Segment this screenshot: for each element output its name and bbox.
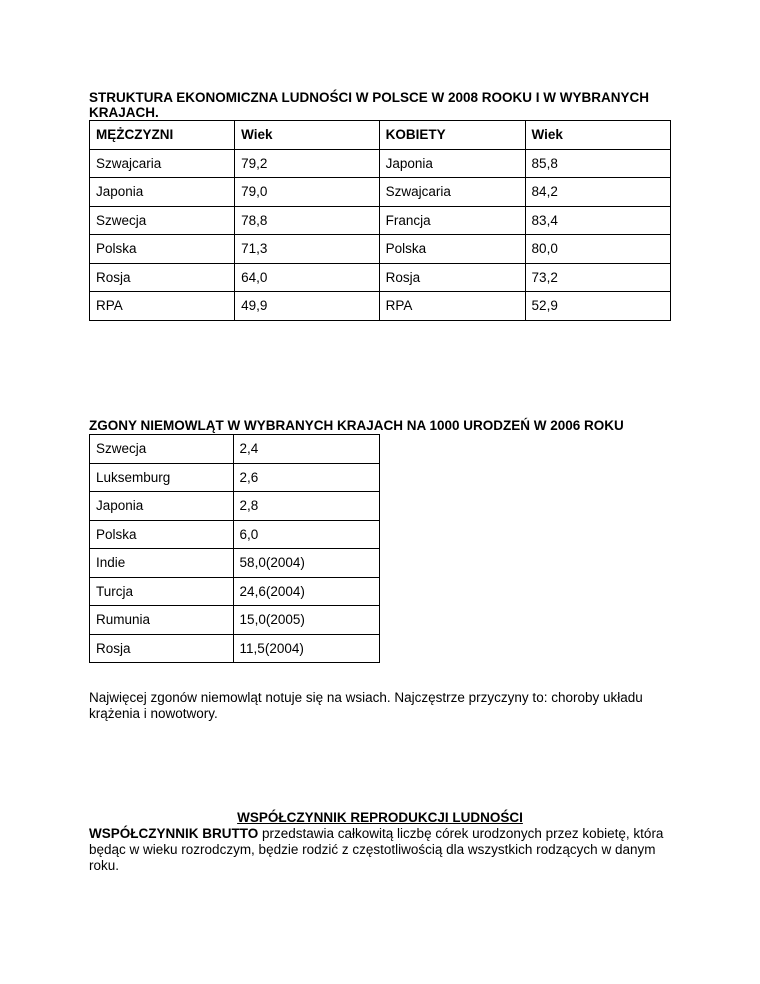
table-cell: 49,9 [235,292,379,321]
table-cell: 2,8 [233,492,379,521]
header-cell: KOBIETY [379,121,525,150]
table-row [90,463,380,492]
table-cell: Szwecja [90,206,235,235]
table-cell: Polska [90,235,235,264]
life-expectancy-table [89,120,671,321]
table-cell: 83,4 [525,206,670,235]
table-cell: 52,9 [525,292,670,321]
table-row [90,435,380,464]
infant-mortality-table [89,434,380,663]
header-cell: Wiek [525,121,670,150]
table-cell: Luksemburg [90,463,234,492]
table1-heading: STRUKTURA EKONOMICZNA LUDNOŚCI W POLSCE W 2008 ROOKU I W WYBRANYCH KRAJACH. [89,90,650,120]
table-cell: RPA [90,292,235,321]
header-cell: MĘŻCZYZNI [90,121,235,150]
term-label: WSPÓŁCZYNNIK BRUTTO [89,826,259,841]
table-cell: Rosja [90,634,234,663]
table-cell: Rosja [379,263,525,292]
table-cell: 2,6 [233,463,379,492]
table2-heading: ZGONY NIEMOWLĄT W WYBRANYCH KRAJACH NA 1000 URODZEŃ W 2006 ROKU [89,418,624,433]
table-row [90,178,671,207]
table-cell: Szwajcaria [379,178,525,207]
table-row [90,634,380,663]
table-cell: Turcja [90,577,234,606]
table-row [90,149,671,178]
table-cell: 79,0 [235,178,379,207]
table-cell: Szwajcaria [90,149,235,178]
table-cell: Japonia [90,178,235,207]
table-cell: 80,0 [525,235,670,264]
table-cell: 78,8 [235,206,379,235]
table-cell: 58,0(2004) [233,549,379,578]
table-row [90,235,671,264]
table-row [90,263,671,292]
infant-mortality-note: Najwięcej zgonów niemowląt notuje się na wsiach. Najczęstrze przyczyny to: choroby układu krążenia i nowotwory. [89,690,643,721]
table-row [90,206,671,235]
table-cell: 15,0(2005) [233,606,379,635]
table-cell: Indie [90,549,234,578]
table-cell: 79,2 [235,149,379,178]
header-cell: Wiek [235,121,379,150]
table-cell: 64,0 [235,263,379,292]
definition-text: przedstawia całkowitą liczbę córek urodzonych przez kobietę, która będąc w wieku rozrodczym, będzie rodzić z częstotliwością dla wszystkich rodzących w danym roku. [89,826,664,873]
table-row [90,520,380,549]
table-row [90,606,380,635]
gross-reproduction-definition [89,826,679,874]
table-cell: 11,5(2004) [233,634,379,663]
table-row [90,549,380,578]
reproduction-heading: WSPÓŁCZYNNIK REPRODUKCJI LUDNOŚCI [237,810,523,825]
table-cell: Szwecja [90,435,234,464]
table-cell: 2,4 [233,435,379,464]
table-row [90,292,671,321]
table-row [90,492,380,521]
table-cell: 71,3 [235,235,379,264]
table-row [90,577,380,606]
table-cell: Rumunia [90,606,234,635]
table-cell: Polska [379,235,525,264]
table-cell: Francja [379,206,525,235]
table-cell: 73,2 [525,263,670,292]
table-header-row [90,121,671,150]
table-cell: 6,0 [233,520,379,549]
table-cell: 24,6(2004) [233,577,379,606]
table-cell: Japonia [90,492,234,521]
table-cell: 84,2 [525,178,670,207]
table-cell: Polska [90,520,234,549]
table-cell: Rosja [90,263,235,292]
table-cell: RPA [379,292,525,321]
table-cell: 85,8 [525,149,670,178]
table-cell: Japonia [379,149,525,178]
